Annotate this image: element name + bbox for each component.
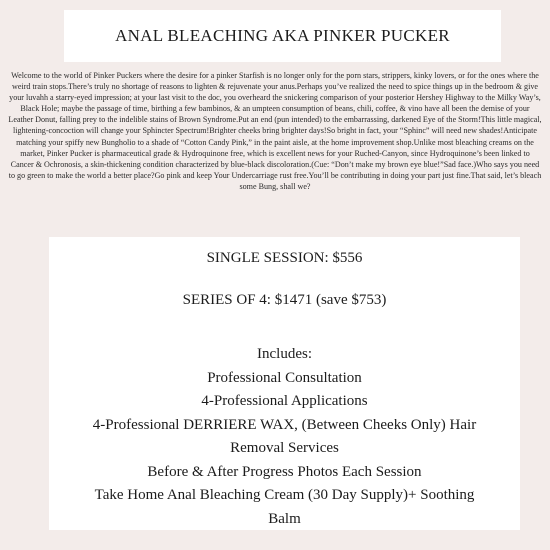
includes-item: 4-Professional Applications <box>201 393 368 409</box>
title-banner <box>64 10 501 62</box>
single-session-price: SINGLE SESSION: $556 <box>206 250 363 266</box>
includes-item: Removal Services <box>230 440 339 456</box>
description-paragraph: Welcome to the world of Pinker Puckers where the desire for a pinker Starfish is no longer only for the porn stars, strippers, kinky lovers, or for the ones where the weird train stops.There’s truly no shortage of reasons to lighten & rejuvenate your anus.Perhaps you’ve realized the need to spice things up in the bedroom & give your luvahh a starry-eyed impression; at your last visit to the doc, you overheard the snickering comparison of your posterior Hershey Highway to the Milky Way’s, Black Hole; maybe the passage of time, birthing a few bambinos, & an umpteen consumption of beans, chili, coffee, & vino have all been the demise of your Leather Donut, falling prey to the indelible stains of Brown Syndrome.Put an end (pun intended) to the embarrassing, darkened Eye of the Storm!This little magical, lightening-concoction will change your Sphincter Spectrum!Brighter cheeks bring brighter days!So bright in fact, your “Sphinc” will need new shades!Anticipate matching your spiffy new Bungholio to a shade of “Cotton Candy Pink,” in the paint aisle, at the home improvement shop.Unlike most bleaching creams on the market, Pinker Pucker is pharmaceutical grade & Hydroquinone free, which is excellent news for your Ruched-Canyon, since Hydroquinone’s been linked to Cancer & Ochronosis, a skin-thickening condition characterized by blue-black discoloration.(Cue: “Don’t make my brown eye blue!”Sad face.)Who says you need to go green to make the world a better place?Go pink and keep Your Undercarriage rust free.You’ll be contributing in doing your part just fine.That said, let’s bleach some Bung, shall we? <box>8 71 542 191</box>
includes-item: Take Home Anal Bleaching Cream (30 Day Supply)+ Soothing <box>94 487 475 503</box>
includes-list <box>49 343 520 531</box>
page-title: ANAL BLEACHING AKA PINKER PUCKER <box>115 26 450 45</box>
includes-label: Includes: <box>257 346 312 362</box>
includes-item: 4-Professional DERRIERE WAX, (Between Cheeks Only) Hair <box>92 416 477 433</box>
includes-item: Before & After Progress Photos Each Session <box>147 463 422 480</box>
includes-item: Balm <box>268 510 301 527</box>
series-price: SERIES OF 4: $1471 (save $753) <box>182 292 387 308</box>
pricing-panel <box>49 237 520 530</box>
includes-item: Professional Consultation <box>207 369 362 386</box>
